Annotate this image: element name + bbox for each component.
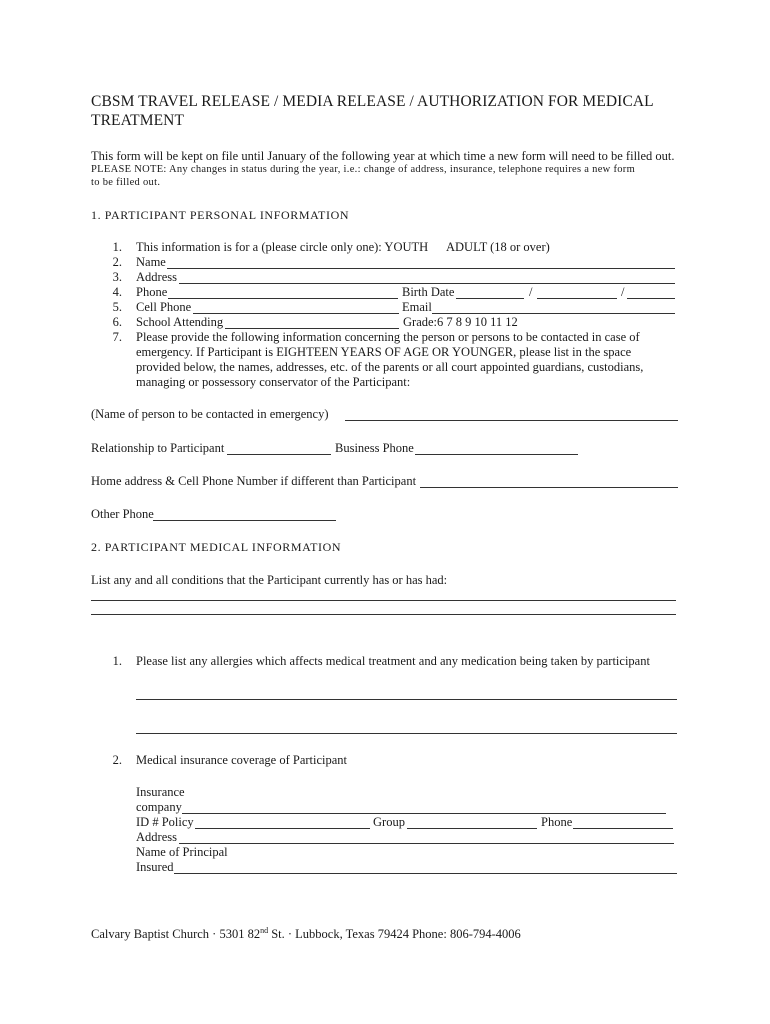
note-line-2: to be filled out.: [91, 177, 161, 188]
footer-text: St. · Lubbock, Texas 79424 Phone: 806-794-4006: [268, 927, 521, 941]
section2-heading: 2. PARTICIPANT MEDICAL INFORMATION: [91, 540, 342, 554]
item-number: 5.: [112, 300, 122, 314]
emergency-instructions-line: emergency. If Participant is EIGHTEEN YEARS OF AGE OR YOUNGER, please list in the space: [136, 345, 632, 359]
item-number: 7.: [112, 330, 122, 344]
birth-day-field[interactable]: [537, 298, 617, 299]
other-phone-label: Other Phone: [91, 507, 154, 521]
intro-text: This form will be kept on file until January of the following year at which time a new form will need to be filled out.: [91, 149, 675, 163]
school-label: School Attending: [136, 315, 224, 329]
cell-phone-field[interactable]: [193, 313, 399, 314]
group-field[interactable]: [407, 828, 537, 829]
insurance-company-field[interactable]: [182, 813, 666, 814]
date-separator: /: [529, 285, 533, 299]
phone-field[interactable]: [168, 298, 398, 299]
emergency-instructions-line: provided below, the names, addresses, etc. of the parents or all court appointed guardians, custodians,: [136, 360, 644, 374]
phone-label: Phone: [136, 285, 168, 299]
emergency-instructions-line: managing or possessory conservator of the Participant:: [136, 375, 411, 389]
insurance-coverage-label: Medical insurance coverage of Participant: [136, 753, 348, 767]
note-line-1: PLEASE NOTE: Any changes in status during the year, i.e.: change of address, insurance, telephone requires a new form: [91, 164, 636, 175]
conditions-field-line-2[interactable]: [91, 614, 676, 615]
item-number: 1.: [112, 240, 122, 254]
name-label: Name: [136, 255, 166, 269]
date-separator: /: [621, 285, 625, 299]
email-label: Email: [402, 300, 432, 314]
relationship-label: Relationship to Participant: [91, 441, 225, 455]
insurance-company-label: Insurance: [136, 785, 185, 799]
allergies-field-line-1[interactable]: [136, 699, 677, 700]
conditions-label: List any and all conditions that the Participant currently has or has had:: [91, 573, 448, 587]
conditions-field-line-1[interactable]: [91, 600, 676, 601]
emergency-name-field[interactable]: [345, 420, 678, 421]
principal-insured-label: Insured: [136, 860, 174, 874]
email-field[interactable]: [432, 313, 675, 314]
name-field[interactable]: [167, 268, 675, 269]
emergency-name-label: (Name of person to be contacted in emergency): [91, 407, 329, 421]
home-address-label: Home address & Cell Phone Number if different than Participant: [91, 474, 417, 488]
principal-insured-label: Name of Principal: [136, 845, 228, 859]
cell-phone-label: Cell Phone: [136, 300, 192, 314]
id-policy-field[interactable]: [195, 828, 370, 829]
insurance-address-field[interactable]: [179, 843, 674, 844]
principal-insured-field[interactable]: [174, 873, 677, 874]
home-address-field[interactable]: [420, 487, 678, 488]
birth-year-field[interactable]: [627, 298, 675, 299]
insurance-company-label: company: [136, 800, 182, 814]
item-number: 1.: [112, 654, 122, 668]
item-number: 3.: [112, 270, 122, 284]
business-phone-label: Business Phone: [335, 441, 414, 455]
item-number: 6.: [112, 315, 122, 329]
footer-address: [91, 927, 521, 942]
form-title: CBSM TRAVEL RELEASE / MEDIA RELEASE / AUTHORIZATION FOR MEDICAL TREATMENT: [91, 93, 654, 129]
item-number: 2.: [112, 753, 122, 767]
address-field[interactable]: [179, 283, 675, 284]
business-phone-field[interactable]: [415, 454, 578, 455]
address-label: Address: [136, 270, 177, 284]
allergies-field-line-2[interactable]: [136, 733, 677, 734]
group-label: Group: [373, 815, 405, 829]
insurance-phone-label: Phone: [541, 815, 573, 829]
insurance-address-label: Address: [136, 830, 177, 844]
insurance-phone-field[interactable]: [573, 828, 673, 829]
id-policy-label: ID # Policy: [136, 815, 194, 829]
birth-date-label: Birth Date: [402, 285, 455, 299]
school-field[interactable]: [225, 328, 399, 329]
grade-options[interactable]: Grade:6 7 8 9 10 11 12: [403, 315, 518, 329]
birth-month-field[interactable]: [456, 298, 524, 299]
footer-text: Calvary Baptist Church · 5301 82: [91, 927, 261, 941]
other-phone-field[interactable]: [153, 520, 336, 521]
allergies-label: Please list any allergies which affects medical treatment and any medication being taken by participant: [136, 654, 650, 668]
item-number: 4.: [112, 285, 122, 299]
participant-type-label: This information is for a (please circle only one): YOUTH: [136, 240, 429, 254]
section1-heading: 1. PARTICIPANT PERSONAL INFORMATION: [91, 208, 350, 222]
emergency-instructions-line: Please provide the following information concerning the person or persons to be contacted in case of: [136, 330, 640, 344]
item-number: 2.: [112, 255, 122, 269]
adult-option[interactable]: ADULT (18 or over): [446, 240, 550, 254]
relationship-field[interactable]: [227, 454, 331, 455]
footer-superscript: nd: [260, 925, 269, 935]
